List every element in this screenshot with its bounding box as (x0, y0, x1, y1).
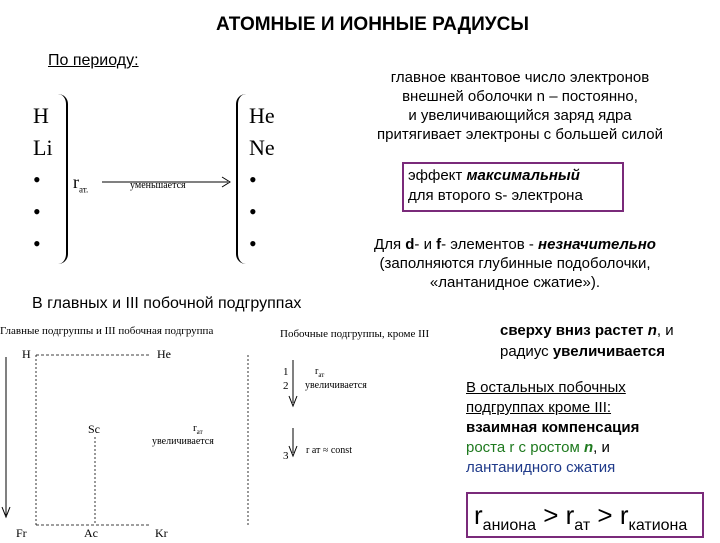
diagram-right-r: $r_{ат}$ (315, 366, 325, 379)
diagram-right-row1: 1 (283, 366, 289, 378)
diagram-right-row3: 3 (283, 450, 289, 462)
period-arrow (100, 176, 235, 188)
diagram-left-h: H (22, 347, 31, 361)
diagram-right-row2: 2 (283, 380, 289, 392)
df-elements-text: Для d- и f- элементов - незначительно (заполняются глубинные подоболочки, «лантанидное сжатие»). (374, 236, 656, 291)
diagram-left-ac: Ac (84, 526, 98, 540)
element-li: Li (33, 135, 53, 160)
diagram-left-heading: Главные подгруппы и III побочная подгруппа (0, 325, 214, 337)
dot: • (33, 199, 41, 224)
dot: • (249, 199, 257, 224)
element-ne: Ne (249, 135, 275, 160)
dot: • (249, 167, 257, 192)
left-elements-column (33, 100, 61, 260)
diagram-left-he: He (157, 347, 171, 361)
diagram-right-heading: Побочные подгруппы, кроме III (280, 328, 430, 340)
dot: • (33, 167, 41, 192)
right-elements-column (249, 100, 289, 260)
dot: • (249, 231, 257, 256)
left-bracket (58, 94, 68, 264)
page-title: АТОМНЫЕ И ИОННЫЕ РАДИУСЫ (216, 14, 529, 35)
quantum-text: главное квантовое число электронов внешней оболочки n – постоянно, и увеличивающийся заряд ядра притягивает электроны с большей силой (377, 69, 663, 143)
r-at-label: $r_{ат.}$ (73, 172, 89, 195)
top-down-text: сверху вниз растет n, и радиус увеличивается (500, 322, 674, 360)
right-bracket (236, 94, 246, 264)
decreases-label: уменьшается (130, 180, 186, 191)
dot: • (33, 231, 41, 256)
diagram-left-r: $r_{ат}$ (193, 422, 203, 437)
period-heading: По периоду: (48, 52, 139, 69)
diagram-left-kr: Kr (155, 526, 168, 540)
diagram-right-arrows (285, 358, 305, 468)
effect-box: эффект максимальный для второго s- электрона (402, 162, 624, 212)
formula-box: $r_{аниона} > r_{ат} > r_{катиона}$ (466, 492, 704, 538)
element-h: H (33, 103, 49, 128)
diagram-right-const: r ат ≈ const (306, 445, 352, 456)
other-subgroups-text: В остальных побочных подгруппах кроме III: взаимная компенсация роста r с ростом n, и лантанидного сжатия (466, 379, 640, 476)
diagram-left-sc: Sc (88, 422, 100, 436)
diagram-left-fr: Fr (16, 526, 27, 540)
main-subgroups-heading: В главных и III побочной подгруппах (32, 295, 302, 312)
diagram-left-lines (0, 345, 260, 530)
diagram-left-increases: увеличивается (152, 436, 214, 447)
element-he: He (249, 103, 275, 128)
diagram-right-increases: увеличивается (305, 380, 367, 391)
